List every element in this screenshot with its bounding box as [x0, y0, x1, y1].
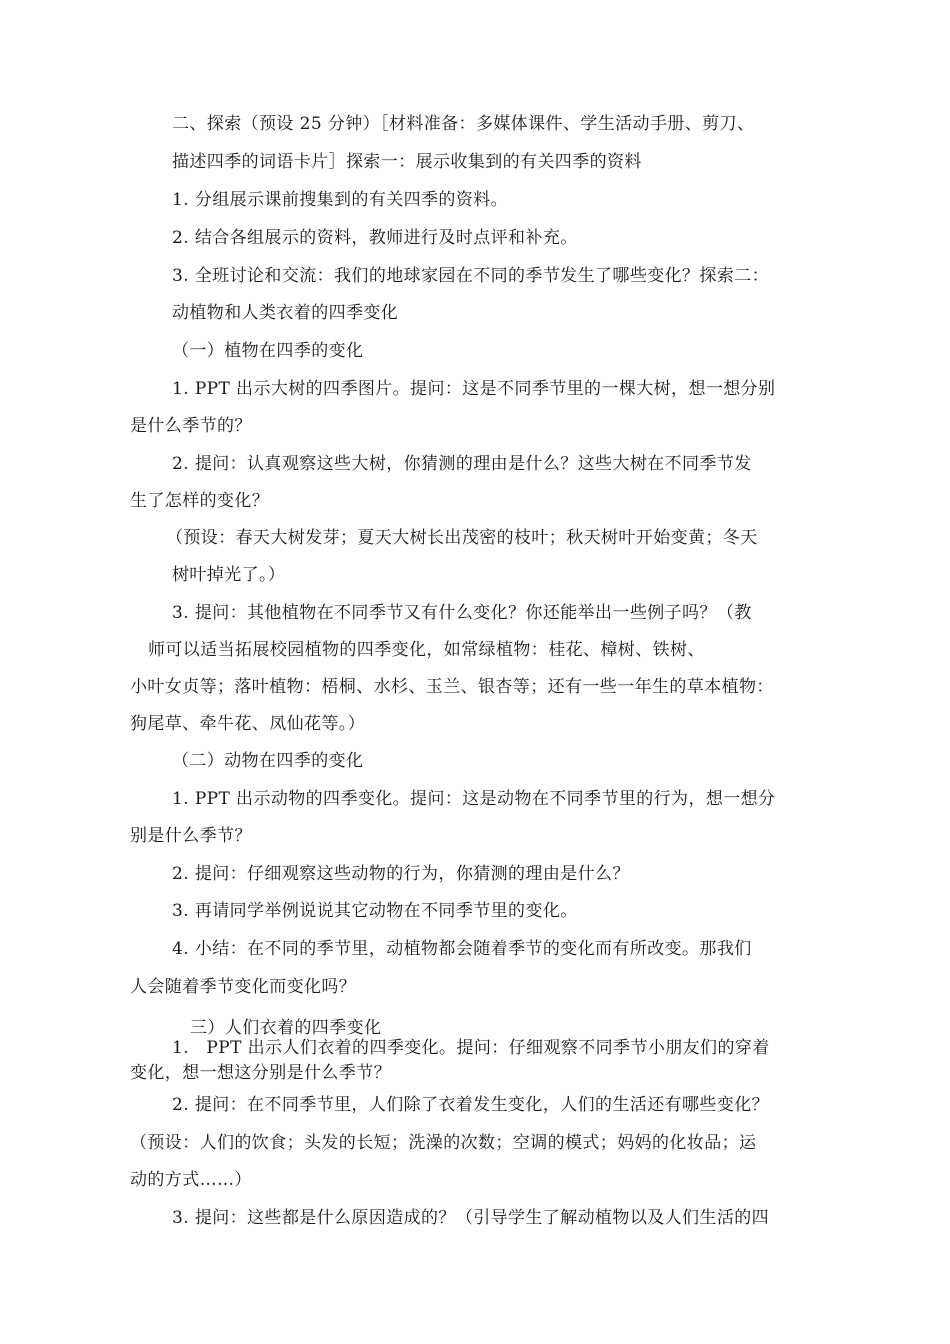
- list-item: 1. PPT 出示人们衣着的四季变化。提问：仔细观察不同季节小朋友们的穿着: [172, 1038, 770, 1058]
- list-item: 1. 分组展示课前搜集到的有关四季的资料。: [172, 190, 509, 210]
- text-line: 别是什么季节？: [130, 826, 252, 846]
- list-item: 4. 小结：在不同的季节里，动植物都会随着季节的变化而有所改变。那我们: [172, 939, 752, 959]
- text-line: 变化，想一想这分别是什么季节？: [130, 1063, 391, 1083]
- list-item: 2. 提问：认真观察这些大树，你猜测的理由是什么？这些大树在不同季节发: [172, 454, 752, 474]
- text-line: 动植物和人类衣着的四季变化: [172, 303, 399, 323]
- list-item: 1. PPT 出示动物的四季变化。提问：这是动物在不同季节里的行为，想一想分: [172, 789, 776, 809]
- list-item: 3. 提问：这些都是什么原因造成的？（引导学生了解动植物以及人们生活的四: [172, 1208, 770, 1228]
- text-line: 描述四季的词语卡片］探索一：展示收集到的有关四季的资料: [172, 152, 642, 172]
- list-item: 2. 提问：在不同季节里，人们除了衣着发生变化，人们的生活还有哪些变化？: [172, 1095, 770, 1115]
- list-item: 3. 再请同学举例说说其它动物在不同季节里的变化。: [172, 901, 578, 921]
- list-item: 3. 全班讨论和交流：我们的地球家园在不同的季节发生了哪些变化？探索二：: [172, 266, 770, 286]
- text-line: 生了怎样的变化？: [130, 491, 270, 511]
- subsection-heading-clothing: 三）人们衣着的四季变化: [190, 1018, 382, 1038]
- list-item: 2. 提问：仔细观察这些动物的行为，你猜测的理由是什么？: [172, 864, 630, 884]
- subsection-heading-plants: （一）植物在四季的变化: [172, 341, 364, 361]
- list-item: 1. PPT 出示大树的四季图片。提问：这是不同季节里的一棵大树，想一想分别: [172, 379, 776, 399]
- list-item: 2. 结合各组展示的资料，教师进行及时点评和补充。: [172, 228, 578, 248]
- text-line: 动的方式……）: [130, 1170, 252, 1190]
- section-heading-explore: 二、探索（预设 25 分钟）［材料准备：多媒体课件、学生活动手册、剪刀、: [172, 114, 755, 134]
- text-line: 狗尾草、牵牛花、凤仙花等。）: [130, 714, 366, 734]
- text-line: 人会随着季节变化而变化吗？: [130, 977, 357, 997]
- list-item: 3. 提问：其他植物在不同季节又有什么变化？你还能举出一些例子吗？（教: [172, 603, 752, 623]
- text-line: （预设：春天大树发芽；夏天大树长出茂密的枝叶；秋天树叶开始变黄；冬天: [166, 528, 758, 548]
- subsection-heading-animals: （二）动物在四季的变化: [172, 751, 364, 771]
- text-line: 师可以适当拓展校园植物的四季变化，如常绿植物：桂花、樟树、铁树、: [148, 640, 705, 660]
- text-line: （预设：人们的饮食；头发的长短；洗澡的次数；空调的模式；妈妈的化妆品；运: [130, 1133, 757, 1153]
- text-line: 是什么季节的？: [130, 416, 252, 436]
- text-line: 树叶掉光了。）: [172, 565, 286, 585]
- text-line: 小叶女贞等；落叶植物：梧桐、水杉、玉兰、银杏等；还有一些一年生的草本植物：: [130, 677, 774, 697]
